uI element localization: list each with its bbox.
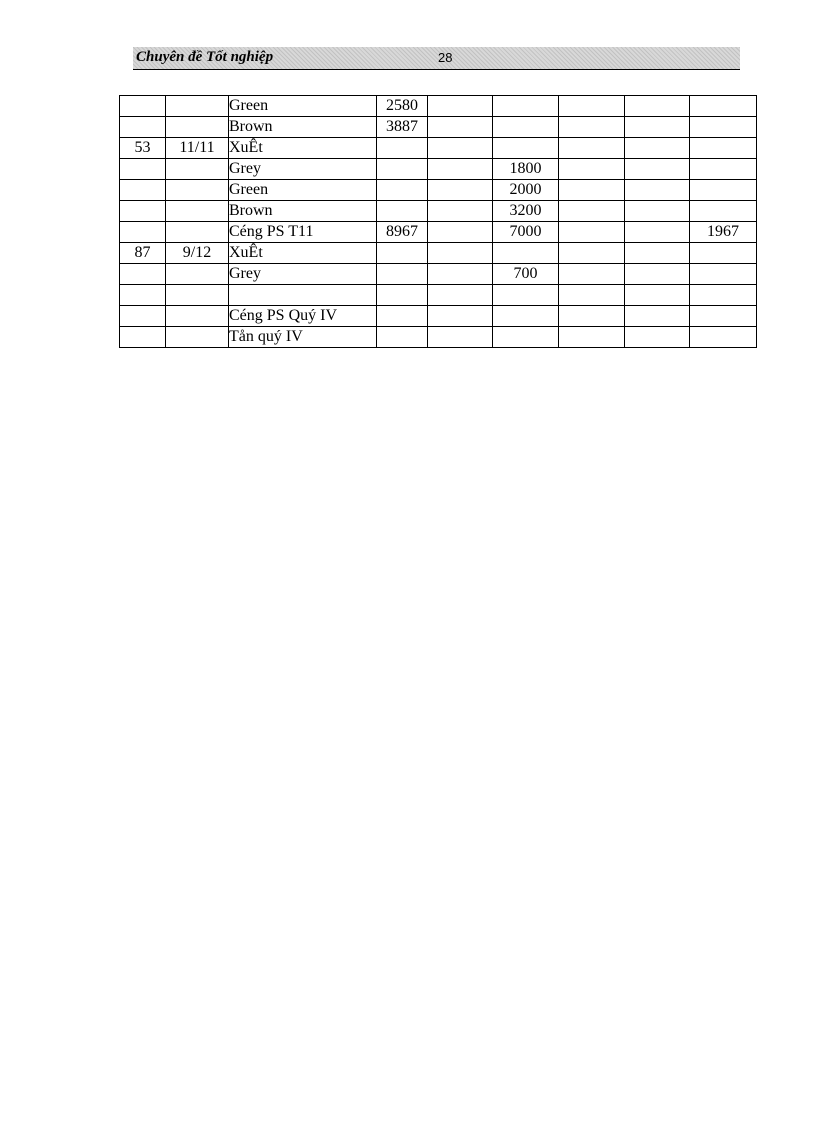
table-cell bbox=[690, 264, 757, 285]
table-cell: 9/12 bbox=[166, 243, 229, 264]
table-cell bbox=[625, 201, 690, 222]
table-cell bbox=[120, 327, 166, 348]
table-cell bbox=[428, 138, 493, 159]
table-cell bbox=[428, 96, 493, 117]
ledger-table bbox=[119, 95, 757, 348]
table-cell bbox=[120, 201, 166, 222]
table-cell bbox=[559, 96, 625, 117]
table-row bbox=[120, 327, 757, 348]
table-cell bbox=[377, 180, 428, 201]
table-cell: Brown bbox=[229, 117, 377, 138]
table-cell bbox=[559, 117, 625, 138]
table-row bbox=[120, 180, 757, 201]
table-cell bbox=[625, 327, 690, 348]
table-row bbox=[120, 96, 757, 117]
table-cell bbox=[377, 327, 428, 348]
table-cell bbox=[690, 285, 757, 306]
table-cell bbox=[625, 96, 690, 117]
table-cell bbox=[493, 285, 559, 306]
table-row bbox=[120, 264, 757, 285]
header-title: Chuyên đề Tốt nghiệp bbox=[136, 49, 274, 65]
table-cell bbox=[377, 264, 428, 285]
table-cell: 2000 bbox=[493, 180, 559, 201]
table-cell bbox=[428, 180, 493, 201]
table-cell bbox=[559, 159, 625, 180]
table-cell: 1800 bbox=[493, 159, 559, 180]
table-cell: 87 bbox=[120, 243, 166, 264]
table-cell bbox=[559, 327, 625, 348]
table-cell bbox=[377, 243, 428, 264]
table-cell bbox=[690, 201, 757, 222]
table-cell bbox=[690, 96, 757, 117]
table-cell bbox=[428, 159, 493, 180]
page-header bbox=[133, 47, 740, 70]
table-cell bbox=[493, 117, 559, 138]
table-row bbox=[120, 117, 757, 138]
table-cell bbox=[377, 138, 428, 159]
table-cell bbox=[690, 306, 757, 327]
table-cell bbox=[559, 264, 625, 285]
table-cell bbox=[493, 138, 559, 159]
table-cell bbox=[559, 285, 625, 306]
table-cell bbox=[559, 243, 625, 264]
table-cell bbox=[690, 243, 757, 264]
table-cell bbox=[428, 222, 493, 243]
table-cell: XuÊt bbox=[229, 138, 377, 159]
table-cell bbox=[377, 201, 428, 222]
table-cell bbox=[625, 264, 690, 285]
table-row bbox=[120, 201, 757, 222]
table-cell bbox=[559, 222, 625, 243]
table-cell bbox=[625, 285, 690, 306]
table-cell bbox=[625, 243, 690, 264]
table-cell bbox=[166, 180, 229, 201]
table-cell bbox=[493, 327, 559, 348]
table-cell bbox=[120, 285, 166, 306]
table-cell bbox=[493, 243, 559, 264]
table-cell bbox=[166, 201, 229, 222]
table-row bbox=[120, 159, 757, 180]
table-cell bbox=[120, 306, 166, 327]
table-cell bbox=[428, 243, 493, 264]
table-cell bbox=[166, 159, 229, 180]
table-cell: 2580 bbox=[377, 96, 428, 117]
table-cell bbox=[428, 264, 493, 285]
table-cell bbox=[428, 306, 493, 327]
table-cell bbox=[166, 306, 229, 327]
table-cell bbox=[428, 327, 493, 348]
table-cell bbox=[229, 285, 377, 306]
table-cell bbox=[690, 138, 757, 159]
table-cell bbox=[377, 285, 428, 306]
table-cell bbox=[559, 201, 625, 222]
table-cell: Céng PS T11 bbox=[229, 222, 377, 243]
table-cell bbox=[493, 96, 559, 117]
table-cell: Green bbox=[229, 96, 377, 117]
table-cell: Grey bbox=[229, 264, 377, 285]
table-cell bbox=[166, 285, 229, 306]
table-cell bbox=[625, 138, 690, 159]
table-cell: 3200 bbox=[493, 201, 559, 222]
table-cell: Céng PS Quý IV bbox=[229, 306, 377, 327]
table-cell bbox=[377, 306, 428, 327]
table-cell bbox=[120, 117, 166, 138]
table-cell bbox=[428, 117, 493, 138]
table-cell: 8967 bbox=[377, 222, 428, 243]
table-cell bbox=[166, 117, 229, 138]
table-row bbox=[120, 138, 757, 159]
table-cell: Tån quý IV bbox=[229, 327, 377, 348]
table-cell bbox=[690, 327, 757, 348]
table-cell: 53 bbox=[120, 138, 166, 159]
table-cell: 3887 bbox=[377, 117, 428, 138]
table-cell bbox=[493, 306, 559, 327]
table-cell bbox=[690, 180, 757, 201]
table-cell: Grey bbox=[229, 159, 377, 180]
table-cell: 1967 bbox=[690, 222, 757, 243]
table-cell: 11/11 bbox=[166, 138, 229, 159]
table-cell: Brown bbox=[229, 201, 377, 222]
table-row bbox=[120, 306, 757, 327]
table-cell: 700 bbox=[493, 264, 559, 285]
table-cell bbox=[120, 159, 166, 180]
table-cell bbox=[166, 96, 229, 117]
table-cell bbox=[625, 180, 690, 201]
table-cell bbox=[559, 180, 625, 201]
table-cell bbox=[559, 306, 625, 327]
table-cell: Green bbox=[229, 180, 377, 201]
table-cell bbox=[625, 306, 690, 327]
table-cell: 7000 bbox=[493, 222, 559, 243]
table-cell bbox=[120, 96, 166, 117]
table-cell bbox=[559, 138, 625, 159]
table-cell bbox=[690, 117, 757, 138]
page-number: 28 bbox=[438, 50, 453, 65]
table-cell bbox=[120, 222, 166, 243]
table-cell bbox=[377, 159, 428, 180]
table-cell bbox=[690, 159, 757, 180]
table-cell bbox=[166, 327, 229, 348]
table-cell: XuÊt bbox=[229, 243, 377, 264]
table-cell bbox=[166, 264, 229, 285]
table-cell bbox=[625, 159, 690, 180]
table-cell bbox=[428, 285, 493, 306]
table-row bbox=[120, 243, 757, 264]
table-cell bbox=[120, 264, 166, 285]
table-cell bbox=[120, 180, 166, 201]
table-row bbox=[120, 285, 757, 306]
table-cell bbox=[625, 222, 690, 243]
table-cell bbox=[428, 201, 493, 222]
table-row bbox=[120, 222, 757, 243]
table-cell bbox=[166, 222, 229, 243]
table-cell bbox=[625, 117, 690, 138]
